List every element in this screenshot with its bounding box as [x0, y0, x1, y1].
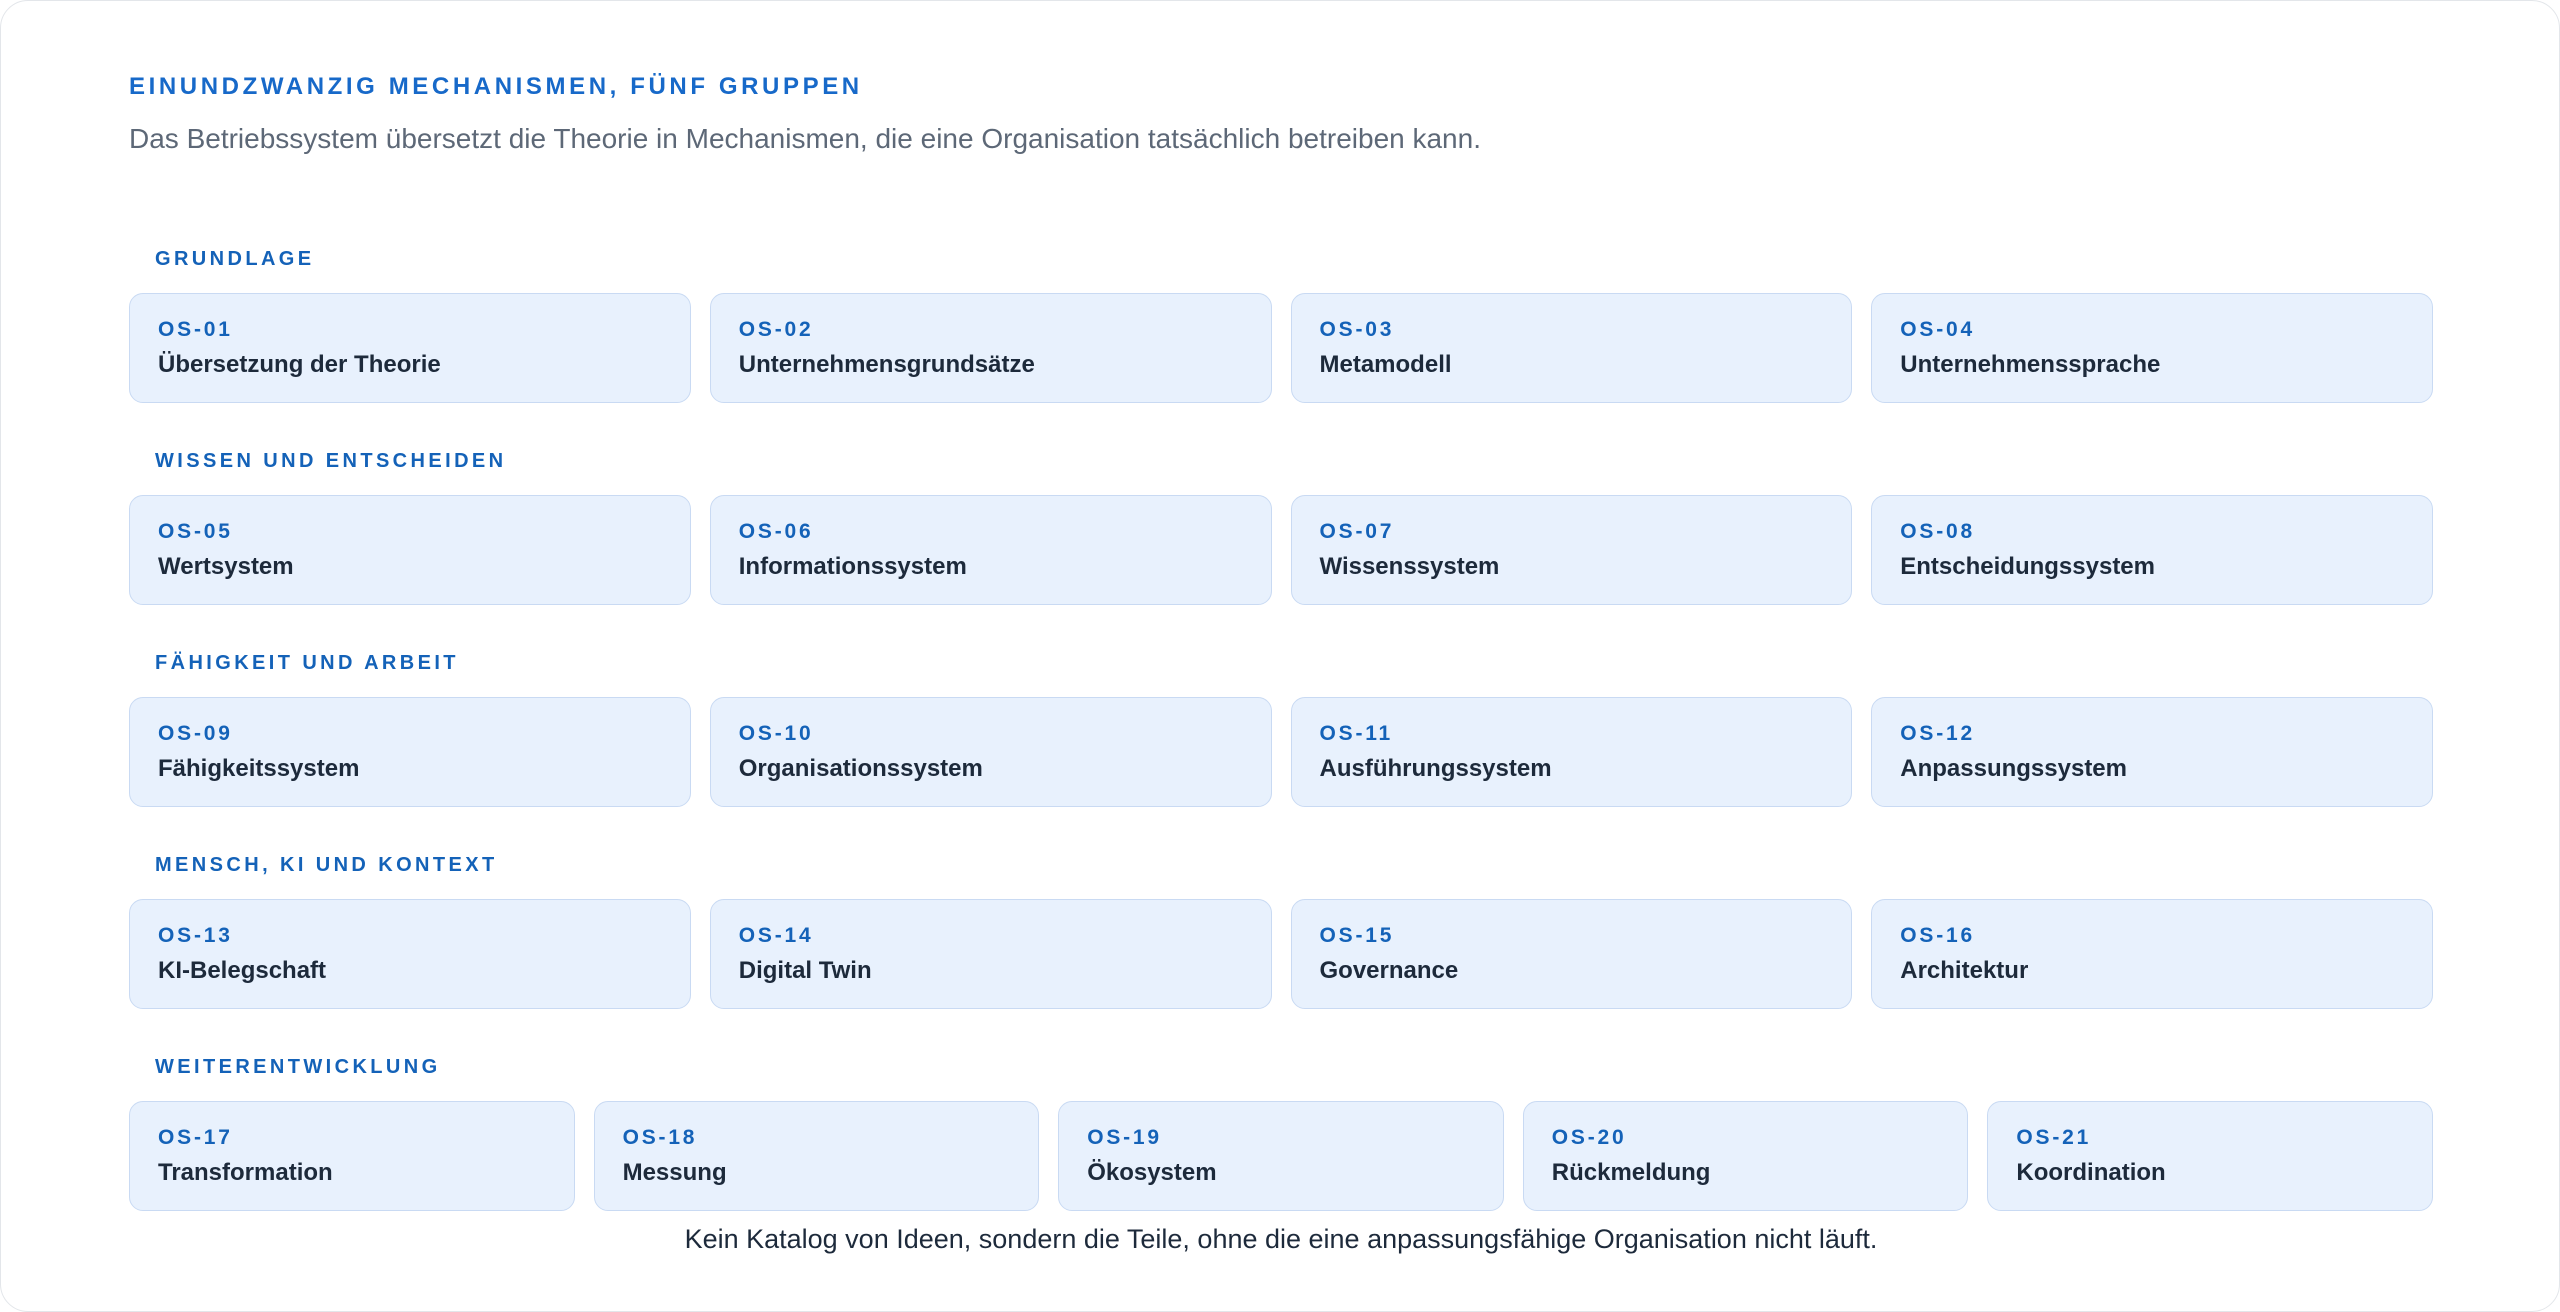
card-row: [129, 697, 2433, 807]
card-title: Architektur: [1900, 957, 2029, 984]
card-code: OS-10: [738, 722, 814, 745]
mechanism-card-os-07[interactable]: [1291, 495, 1853, 605]
card-title: Informationssystem: [738, 553, 967, 580]
card-code: OS-07: [1319, 520, 1395, 543]
section-intro: Das Betriebssystem übersetzt die Theorie in Mechanismen, die eine Organisation tatsächlich betreiben kann.: [129, 123, 1481, 154]
card-code: OS-18: [622, 1126, 698, 1149]
mechanism-card-os-19[interactable]: [1058, 1101, 1504, 1211]
card-code: OS-08: [1900, 520, 1975, 543]
mechanism-card-os-17[interactable]: [129, 1101, 575, 1211]
card-title: Digital Twin: [738, 957, 872, 984]
card-code: OS-20: [1551, 1126, 1627, 1149]
card-title: Ökosystem: [1087, 1159, 1217, 1186]
card-title: Unternehmensgrundsätze: [738, 351, 1035, 378]
card-title: Messung: [622, 1159, 727, 1186]
mechanism-card-os-13[interactable]: [129, 899, 691, 1009]
mechanism-card-os-20[interactable]: [1523, 1101, 1969, 1211]
mechanism-card-os-04[interactable]: [1871, 293, 2433, 403]
card-code: OS-05: [158, 520, 233, 543]
card-code: OS-19: [1087, 1126, 1162, 1149]
card-code: OS-06: [738, 520, 814, 543]
card-code: OS-14: [738, 924, 814, 947]
card-row: [129, 293, 2433, 403]
card-code: OS-12: [1900, 722, 1975, 745]
card-title: Governance: [1319, 957, 1459, 984]
mechanism-card-os-18[interactable]: [594, 1101, 1040, 1211]
card-code: OS-11: [1319, 722, 1394, 745]
mechanism-card-os-06[interactable]: [710, 495, 1272, 605]
card-row: [129, 1101, 2433, 1211]
mechanism-card-os-05[interactable]: [129, 495, 691, 605]
mechanism-card-os-11[interactable]: [1291, 697, 1853, 807]
card-title: Metamodell: [1319, 351, 1452, 378]
group-faehigkeit-und-arbeit: [129, 645, 2433, 847]
mechanism-card-os-21[interactable]: [1987, 1101, 2433, 1211]
group-title: GRUNDLAGE: [155, 248, 315, 270]
card-code: OS-15: [1319, 924, 1395, 947]
card-title: KI-Belegschaft: [158, 957, 327, 984]
card-title: Unternehmenssprache: [1900, 351, 2161, 378]
group-title: WEITERENTWICKLUNG: [155, 1056, 441, 1078]
card-code: OS-04: [1900, 318, 1975, 341]
card-title: Wissenssystem: [1319, 553, 1500, 580]
group-grundlage: [129, 241, 2433, 443]
footer-note: Kein Katalog von Ideen, sondern die Teile, ohne die eine anpassungsfähige Organisation nicht läuft.: [684, 1224, 1878, 1254]
mechanism-card-os-02[interactable]: [710, 293, 1272, 403]
mechanism-card-os-03[interactable]: [1291, 293, 1853, 403]
mechanism-card-os-09[interactable]: [129, 697, 691, 807]
card-title: Übersetzung der Theorie: [158, 351, 441, 378]
mechanism-groups: [129, 241, 2433, 1251]
group-title: WISSEN UND ENTSCHEIDEN: [155, 450, 507, 472]
card-title: Anpassungssystem: [1900, 755, 2127, 782]
section-heading: EINUNDZWANZIG MECHANISMEN, FÜNF GRUPPEN: [129, 73, 863, 100]
card-title: Rückmeldung: [1551, 1159, 1711, 1186]
card-row: [129, 899, 2433, 1009]
card-title: Transformation: [158, 1159, 333, 1186]
card-code: OS-13: [158, 924, 233, 947]
card-code: OS-16: [1900, 924, 1975, 947]
mechanism-card-os-10[interactable]: [710, 697, 1272, 807]
group-title: MENSCH, KI UND KONTEXT: [155, 854, 498, 876]
card-code: OS-01: [158, 318, 233, 341]
card-title: Ausführungssystem: [1319, 755, 1552, 782]
card-title: Wertsystem: [158, 553, 294, 580]
card-title: Fähigkeitssystem: [158, 755, 360, 782]
group-wissen-und-entscheiden: [129, 443, 2433, 645]
card-code: OS-17: [158, 1126, 233, 1149]
mechanism-card-os-08[interactable]: [1871, 495, 2433, 605]
mechanism-card-os-16[interactable]: [1871, 899, 2433, 1009]
card-code: OS-21: [2016, 1126, 2092, 1149]
mechanism-card-os-12[interactable]: [1871, 697, 2433, 807]
card-code: OS-03: [1319, 318, 1395, 341]
card-title: Organisationssystem: [738, 755, 983, 782]
mechanism-card-os-14[interactable]: [710, 899, 1272, 1009]
card-code: OS-02: [738, 318, 814, 341]
mechanism-card-os-01[interactable]: [129, 293, 691, 403]
card-row: [129, 495, 2433, 605]
card-title: Entscheidungssystem: [1900, 553, 2155, 580]
group-title: FÄHIGKEIT UND ARBEIT: [155, 652, 459, 674]
group-mensch-ki-und-kontext: [129, 847, 2433, 1049]
card-title: Koordination: [2016, 1159, 2166, 1186]
mechanism-card-os-15[interactable]: [1291, 899, 1853, 1009]
card-code: OS-09: [158, 722, 233, 745]
